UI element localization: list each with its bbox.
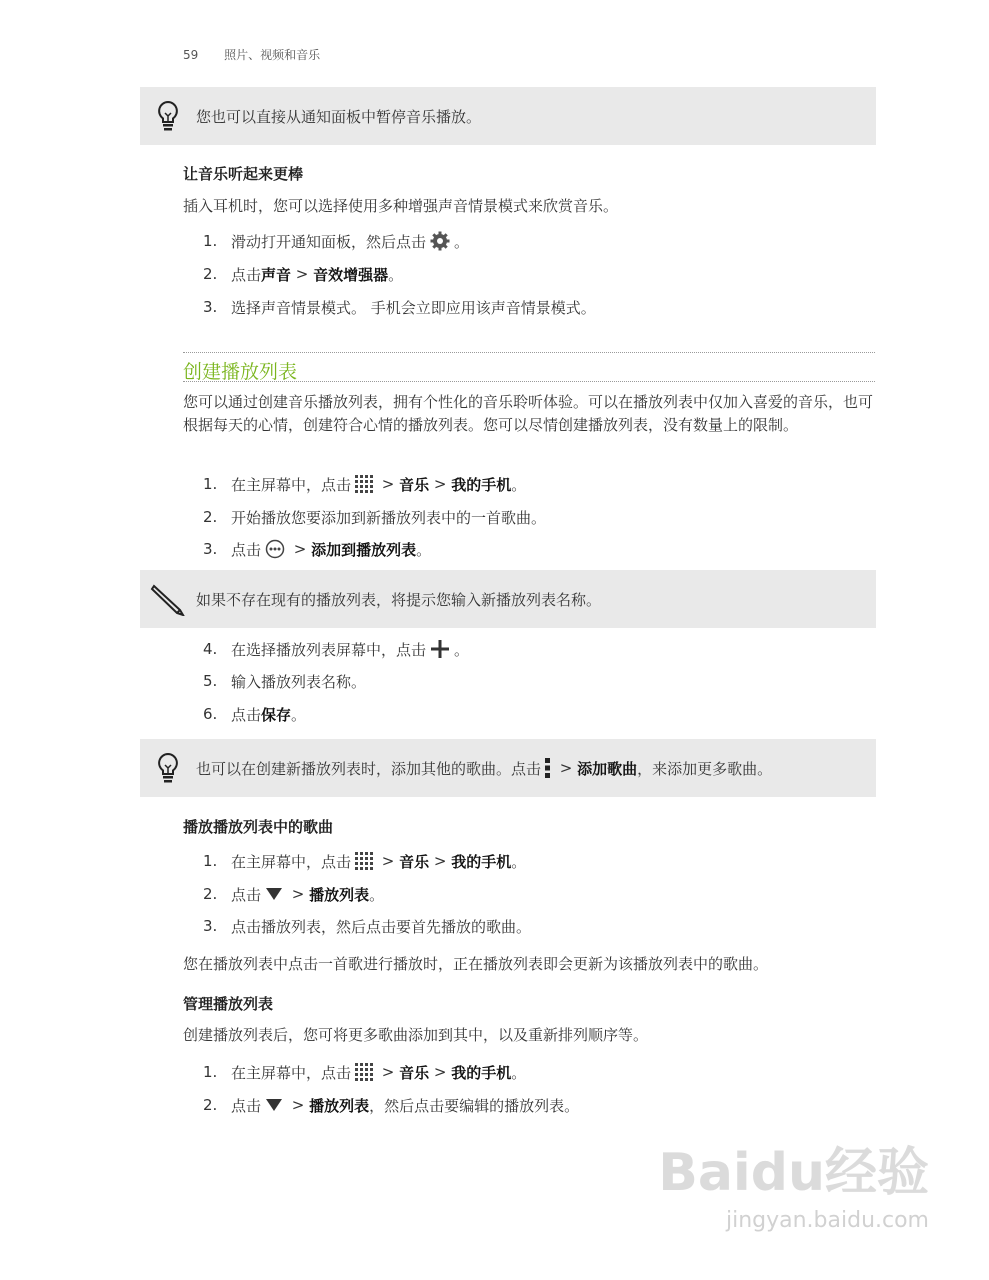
section-title: 管理播放列表 bbox=[183, 995, 274, 1013]
step-item: 1. 在主屏幕中，点击 > 音乐 > 我的手机 。 bbox=[203, 475, 527, 494]
step-item: 2. 点击 声音 > 音效增强器 。 bbox=[203, 265, 404, 284]
note-text: 如果不存在现有的播放列表，将提示您输入新播放列表名称。 bbox=[196, 590, 602, 609]
apps-grid-icon bbox=[355, 1063, 373, 1081]
tip-text: 您也可以直接从通知面板中暂停音乐播放。 bbox=[196, 107, 482, 126]
triangle-down-icon bbox=[265, 887, 283, 901]
step-item: 2. 点击 > 播放列表 ，然后点击要编辑的播放列表。 bbox=[203, 1096, 580, 1115]
apps-grid-icon bbox=[355, 475, 373, 493]
step-item: 6. 点击 保存 。 bbox=[203, 705, 307, 724]
paragraph: 您在播放列表中点击一首歌进行播放时，正在播放列表即会更新为该播放列表中的歌曲。 bbox=[183, 955, 769, 973]
step-item: 1. 滑动打开通知面板，然后点击 。 bbox=[203, 232, 470, 251]
tip-box bbox=[140, 87, 876, 145]
section-title: 播放播放列表中的歌曲 bbox=[183, 818, 334, 836]
gear-icon bbox=[430, 231, 450, 251]
step-item: 2. 开始播放您要添加到新播放列表中的一首歌曲。 bbox=[203, 508, 547, 527]
paragraph: 您可以通过创建音乐播放列表，拥有个性化的音乐聆听体验。可以在播放列表中仅加入喜爱的音乐，也可根据每天的心情，创建符合心情的播放列表。您可以尽情创建播放列表，没有数量上的限制。 bbox=[183, 393, 874, 434]
plus-icon bbox=[430, 639, 450, 659]
watermark-url: jingyan.baidu.com bbox=[725, 1208, 929, 1233]
step-item: 3. 点击 > 添加到播放列表 。 bbox=[203, 540, 432, 559]
apps-grid-icon bbox=[355, 852, 373, 870]
lightbulb-icon bbox=[140, 100, 196, 132]
page-header bbox=[183, 46, 320, 63]
step-item: 4. 在选择播放列表屏幕中，点击 。 bbox=[203, 640, 470, 659]
step-item: 5. 输入播放列表名称。 bbox=[203, 672, 367, 691]
step-item: 2. 点击 > 播放列表 。 bbox=[203, 885, 385, 904]
page-number: 59 bbox=[183, 48, 199, 62]
step-item: 1. 在主屏幕中，点击 > 音乐 > 我的手机 。 bbox=[203, 852, 527, 871]
lightbulb-icon bbox=[140, 752, 196, 784]
note-box bbox=[140, 570, 876, 628]
tip-box bbox=[140, 739, 876, 797]
step-item: 1. 在主屏幕中，点击 > 音乐 > 我的手机 。 bbox=[203, 1063, 527, 1082]
pencil-icon bbox=[140, 582, 196, 616]
tip-text: 也可以在创建新播放列表时，添加其他的歌曲。点击 > 添加歌曲 ，来添加更多歌曲。 bbox=[196, 759, 773, 778]
section-title: 让音乐听起来更棒 bbox=[183, 165, 304, 183]
section-heading: 创建播放列表 bbox=[183, 352, 875, 382]
step-item: 3. 选择声音情景模式。 手机会立即应用该声音情景模式。 bbox=[203, 298, 596, 317]
paragraph: 插入耳机时，您可以选择使用多种增强声音情景模式来欣赏音乐。 bbox=[183, 197, 619, 215]
paragraph: 创建播放列表后，您可将更多歌曲添加到其中，以及重新排列顺序等。 bbox=[183, 1026, 649, 1044]
more-options-icon bbox=[265, 539, 285, 559]
triangle-down-icon bbox=[265, 1098, 283, 1112]
chapter-title: 照片、视频和音乐 bbox=[224, 48, 321, 62]
step-item: 3. 点击播放列表，然后点击要首先播放的歌曲。 bbox=[203, 917, 532, 936]
overflow-menu-icon bbox=[545, 758, 551, 778]
watermark-brand: Baidu经验 bbox=[658, 1143, 929, 1203]
